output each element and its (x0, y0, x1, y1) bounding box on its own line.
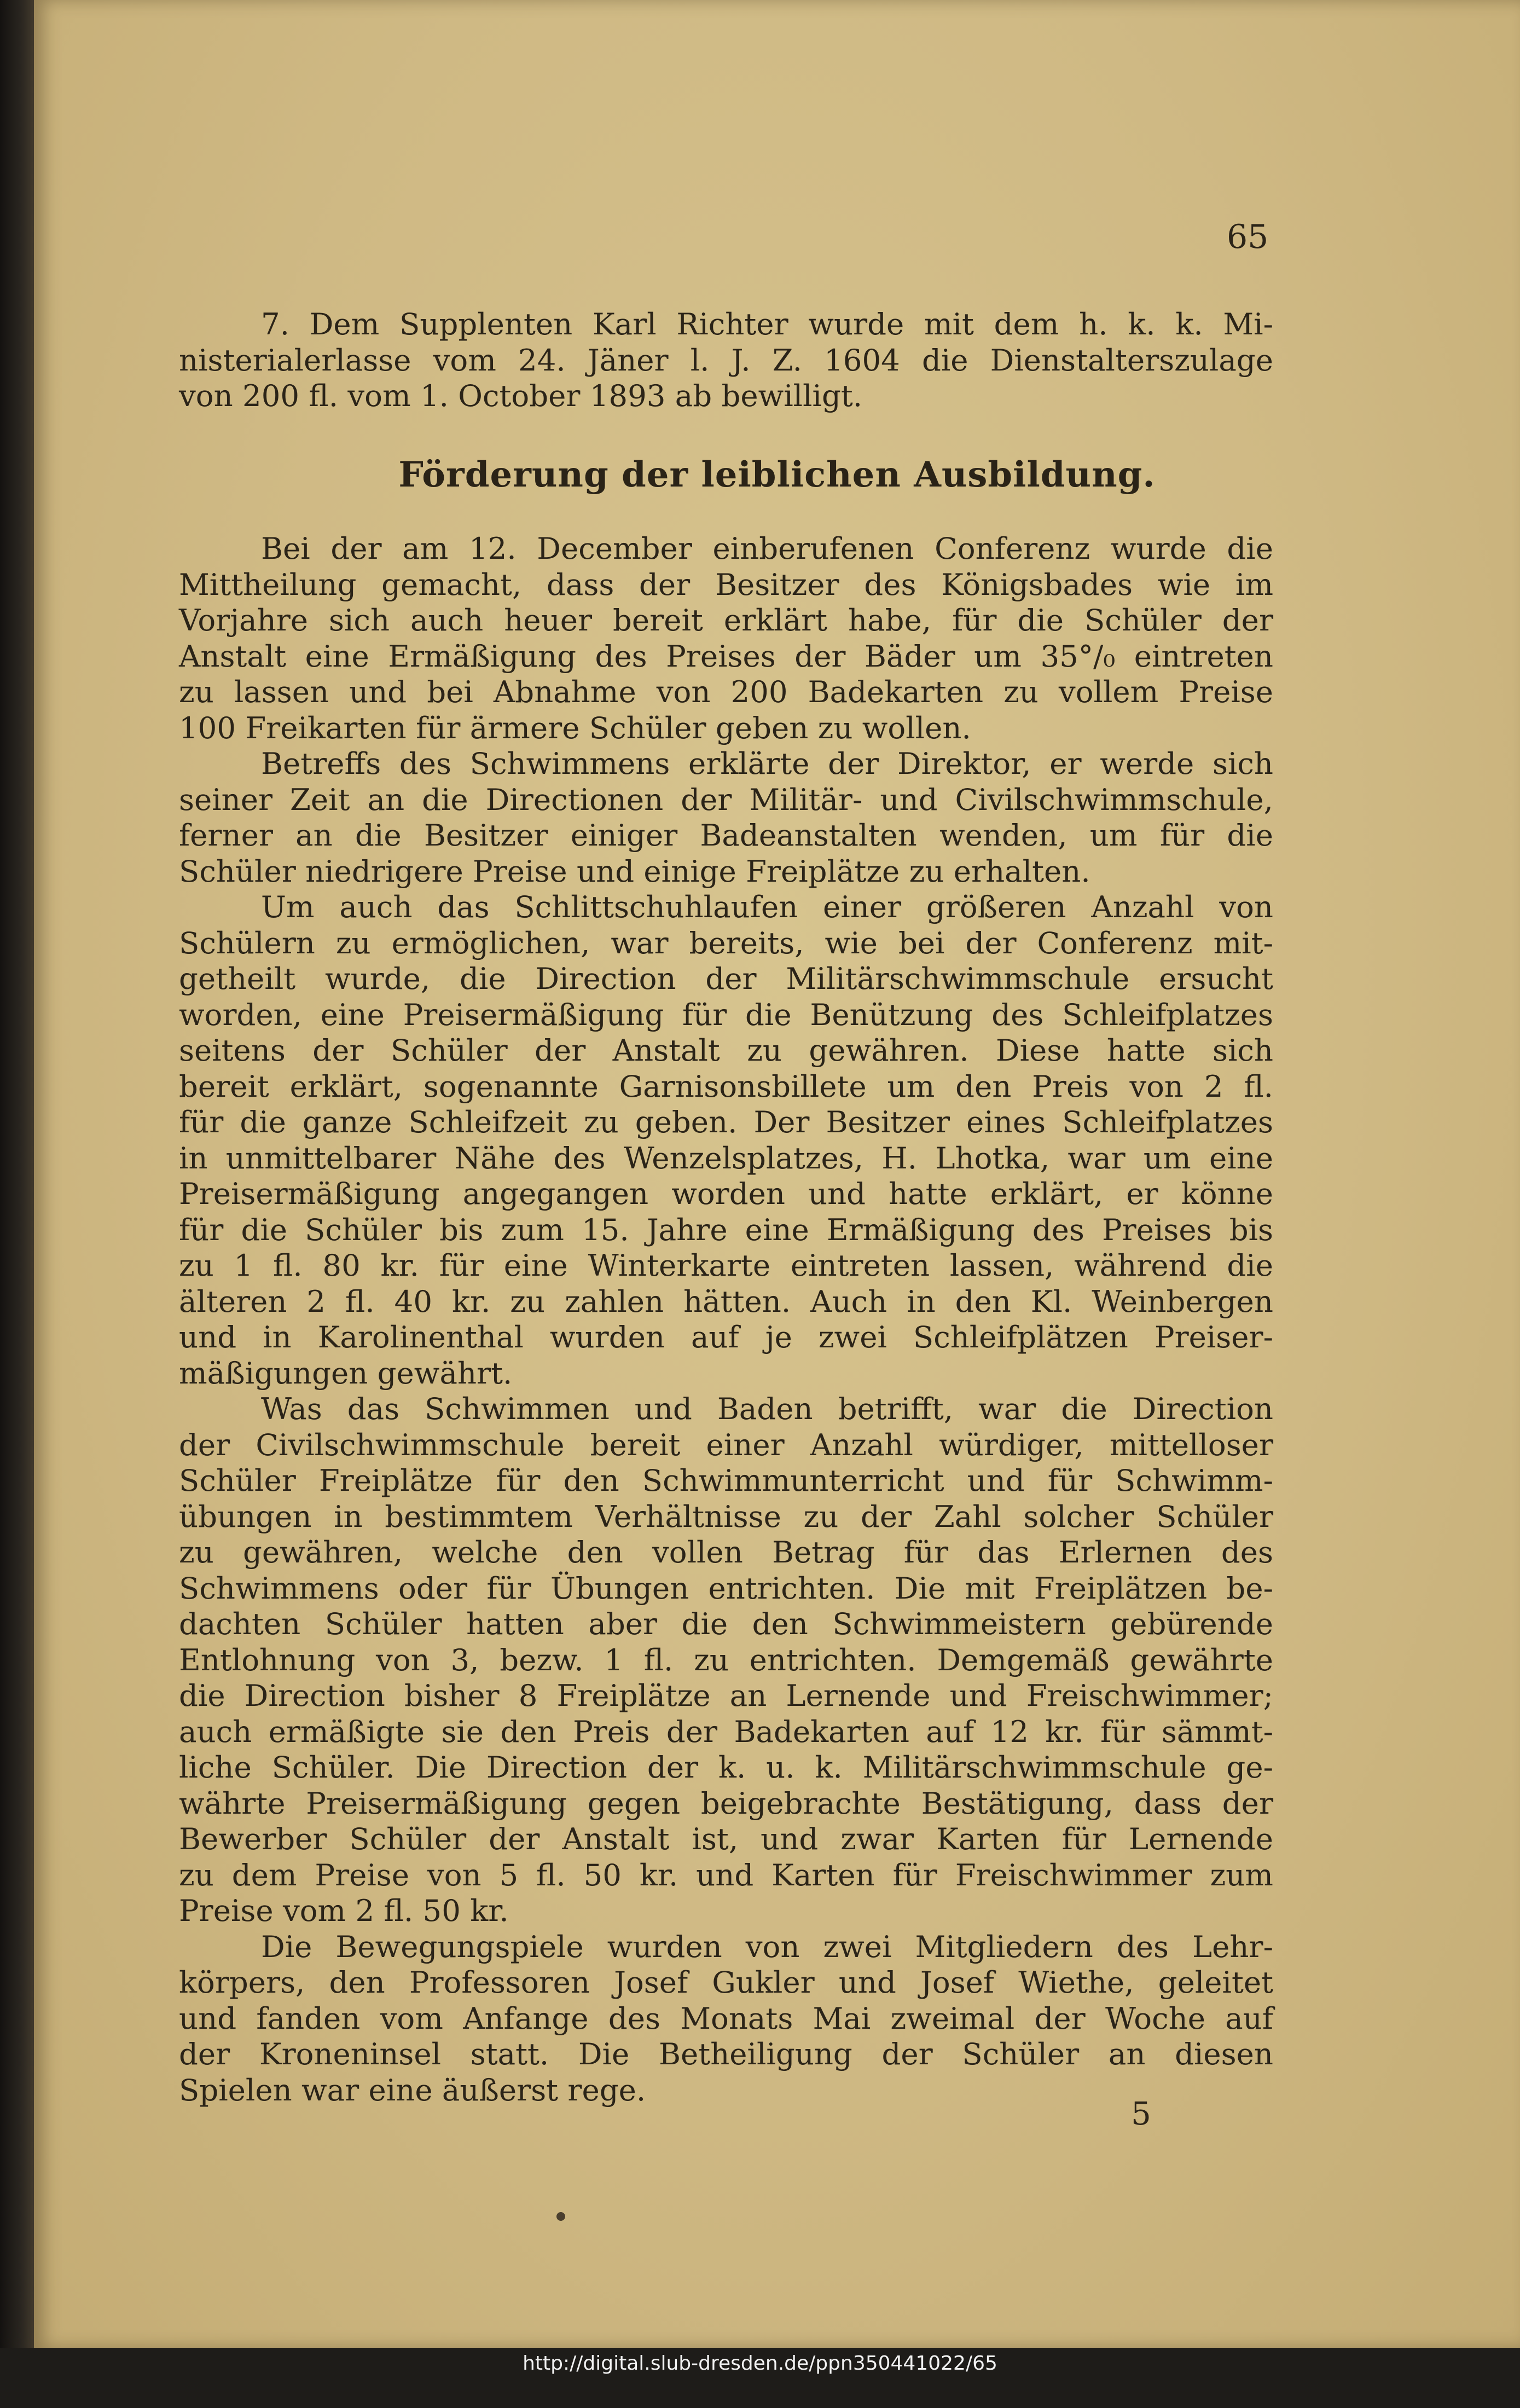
text-line: zu lassen und bei Abnahme von 200 Badekarten zu vollem Preise (179, 674, 1273, 709)
text-line: zu gewähren, welche den vollen Betrag für das Erlernen des (179, 1535, 1273, 1570)
signature-mark: 5 (1131, 2095, 1151, 2132)
text-line: Bei der am 12. December einberufenen Conferenz wurde die (261, 531, 1273, 566)
text-line: für die ganze Schleifzeit zu geben. Der Besitzer eines Schleifplatzes (179, 1104, 1273, 1139)
text-line: Schüler niedrigere Preise und einige Freiplätze zu erhalten. (179, 853, 1090, 889)
source-url[interactable]: http://digital.slub-dresden.de/ppn350441022/65 (523, 2352, 997, 2375)
page-number: 65 (1227, 218, 1269, 256)
text-line: Betreffs des Schwimmens erklärte der Direktor, er werde sich (261, 746, 1273, 781)
text-line: auch ermäßigte sie den Preis der Badekarten auf 12 kr. für sämmt- (179, 1714, 1273, 1749)
text-line: worden, eine Preisermäßigung für die Benützung des Schleifplatzes (179, 997, 1273, 1032)
text-line: Spielen war eine äußerst rege. (179, 2072, 646, 2108)
text-line: getheilt wurde, die Direction der Militärschwimmschule ersucht (179, 961, 1273, 996)
text-line: mäßigungen gewährt. (179, 1355, 513, 1391)
text-line: Anstalt eine Ermäßigung des Preises der Bäder um 35°/₀ eintreten (179, 638, 1273, 674)
text-line: 100 Freikarten für ärmere Schüler geben zu wollen. (179, 710, 971, 745)
text-line: für die Schüler bis zum 15. Jahre eine Ermäßigung des Preises bis (179, 1212, 1273, 1247)
text-line: Preisermäßigung angegangen worden und hatte erklärt, er könne (179, 1176, 1273, 1211)
text-line: währte Preisermäßigung gegen beigebrachte Bestätigung, dass der (179, 1785, 1273, 1821)
text-line: übungen in bestimmtem Verhältnisse zu der Zahl solcher Schüler (179, 1498, 1273, 1534)
text-line: dachten Schüler hatten aber die den Schwimmeistern gebürende (179, 1606, 1273, 1641)
text-line: Mittheilung gemacht, dass der Besitzer des Königsbades wie im (179, 566, 1273, 602)
text-line: Was das Schwimmen und Baden betrifft, war die Direction (261, 1391, 1273, 1426)
text-line: ferner an die Besitzer einiger Badeanstalten wenden, um für die (179, 818, 1273, 853)
text-line: bereit erklärt, sogenannte Garnisonsbillete um den Preis von 2 fl. (179, 1068, 1273, 1104)
text-line: und fanden vom Anfange des Monats Mai zweimal der Woche auf (179, 2000, 1273, 2036)
text-line: Entlohnung von 3, bezw. 1 fl. zu entrichten. Demgemäß gewährte (179, 1642, 1273, 1677)
text-line: zu dem Preise von 5 fl. 50 kr. und Karten für Freischwimmer zum (179, 1857, 1273, 1892)
scanned-page (34, 0, 1520, 2348)
text-line: liche Schüler. Die Direction der k. u. k. Militärschwimmschule ge- (179, 1750, 1273, 1785)
text-line: Preise vom 2 fl. 50 kr. (179, 1893, 509, 1928)
text-line: die Direction bisher 8 Freiplätze an Lernende und Freischwimmer; (179, 1678, 1273, 1713)
text-line: in unmittelbarer Nähe des Wenzelsplatzes, H. Lhotka, war um eine (179, 1140, 1273, 1176)
text-line: Schüler Freiplätze für den Schwimmunterricht und für Schwimm- (179, 1463, 1273, 1498)
book-binding-shadow (0, 0, 38, 2408)
text-line: seiner Zeit an die Directionen der Militär- und Civilschwimmschule, (179, 782, 1273, 817)
ink-dot (556, 2212, 565, 2221)
text-line: nisterialerlasse vom 24. Jäner l. J. Z. 1604 die Dienstalterszulage (179, 342, 1273, 378)
section-body (179, 531, 1273, 2108)
text-line: Die Bewegungspiele wurden von zwei Mitgliedern des Lehr- (261, 1929, 1273, 1964)
section-heading: Förderung der leiblichen Ausbildung. (398, 454, 1156, 495)
text-line: körpers, den Professoren Josef Gukler und Josef Wiethe, geleitet (179, 1965, 1273, 2000)
text-line: zu 1 fl. 80 kr. für eine Winterkarte eintreten lassen, während die (179, 1248, 1273, 1283)
text-line: älteren 2 fl. 40 kr. zu zahlen hätten. Auch in den Kl. Weinbergen (179, 1283, 1273, 1319)
paragraph-item-7 (179, 306, 1273, 414)
text-line: seitens der Schüler der Anstalt zu gewähren. Diese hatte sich (179, 1033, 1273, 1068)
text-line: und in Karolinenthal wurden auf je zwei Schleifplätzen Preiser- (179, 1319, 1273, 1354)
text-line: Schwimmens oder für Übungen entrichten. Die mit Freiplätzen be- (179, 1570, 1273, 1606)
text-line: der Civilschwimmschule bereit einer Anzahl würdiger, mittelloser (179, 1427, 1273, 1462)
text-line: Schülern zu ermöglichen, war bereits, wie bei der Conferenz mit- (179, 925, 1273, 960)
text-line: Um auch das Schlittschuhlaufen einer größeren Anzahl von (261, 889, 1273, 924)
text-line: der Kroneninsel statt. Die Betheiligung der Schüler an diesen (179, 2036, 1273, 2071)
text-line: Bewerber Schüler der Anstalt ist, und zwar Karten für Lernende (179, 1821, 1273, 1856)
text-line: von 200 fl. vom 1. October 1893 ab bewilligt. (179, 378, 863, 413)
text-line: Vorjahre sich auch heuer bereit erklärt habe, für die Schüler der (179, 603, 1273, 638)
text-line: 7. Dem Supplenten Karl Richter wurde mit dem h. k. k. Mi- (261, 306, 1273, 341)
